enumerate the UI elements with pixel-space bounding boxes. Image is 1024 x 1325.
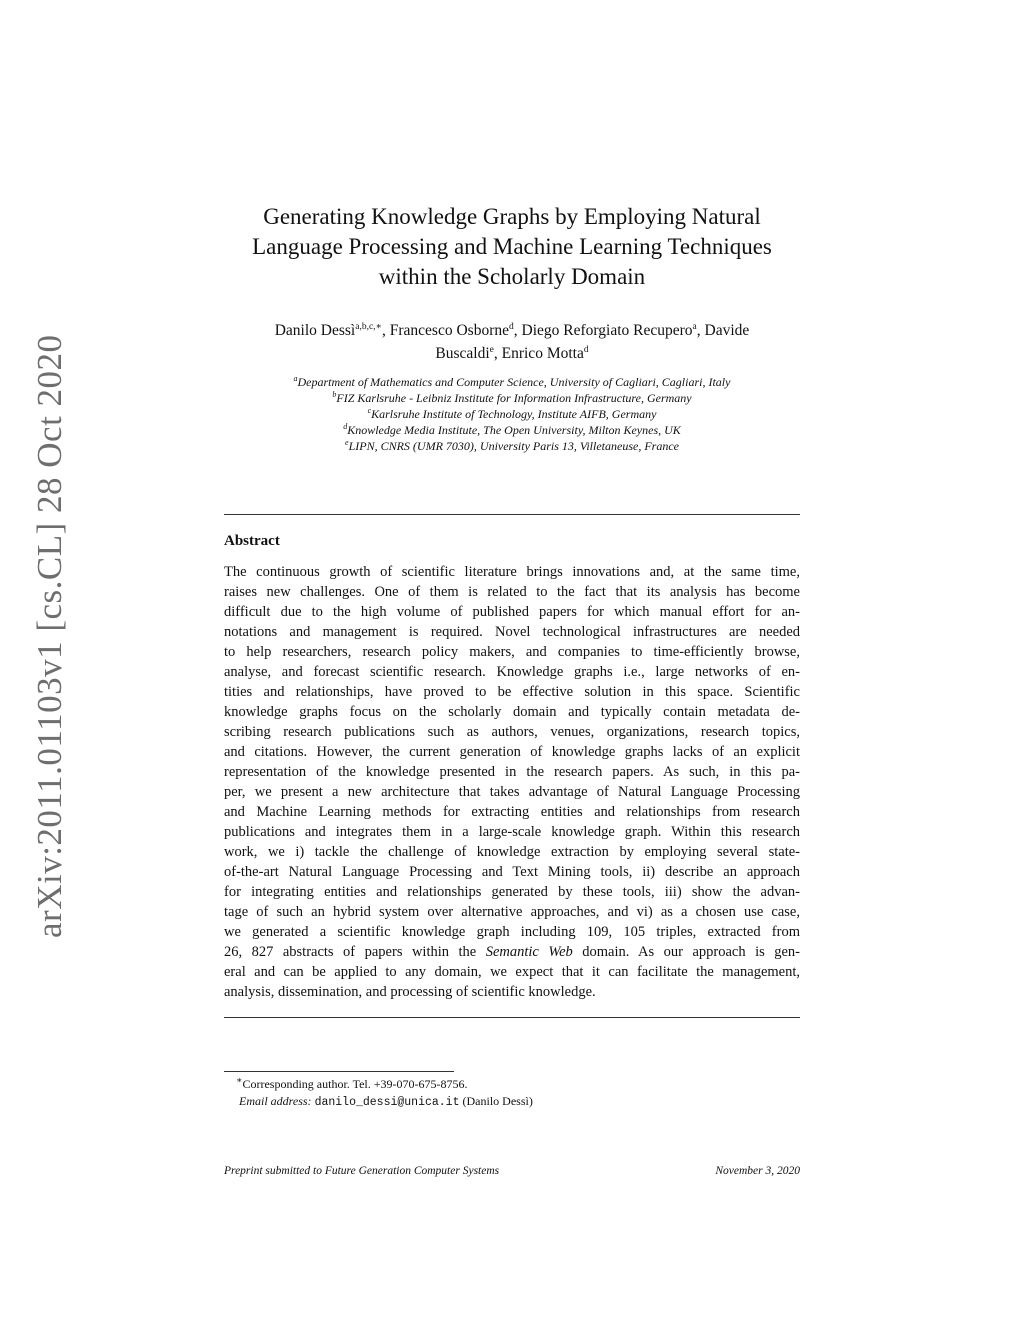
footnote-mark: ∗ [236, 1076, 243, 1086]
footnote-email [224, 1093, 800, 1111]
abstract-italic-term: Semantic Web [485, 944, 573, 960]
footnote-corresponding [224, 1076, 800, 1092]
author-affiliation-marks: e [489, 344, 494, 355]
author-affiliation-marks: d [583, 344, 589, 355]
title-line: Language Processing and Machine Learning Techniques [252, 234, 772, 259]
abstract-line: and citations. However, the current generation of knowledge graphs lacks of an explicit [224, 744, 800, 760]
affiliation-key: d [343, 422, 348, 431]
title-line: within the Scholarly Domain [378, 264, 646, 289]
abstract-line: and Machine Learning methods for extracting entities and relationships from research [224, 804, 800, 820]
affiliation-item [224, 374, 800, 390]
email-label: Email address: [239, 1094, 312, 1108]
abstract-line: analysis, dissemination, and processing of scientific knowledge. [224, 984, 596, 1000]
author-name: Francesco Osborne [389, 322, 509, 339]
affiliation-text: Department of Mathematics and Computer Science, University of Cagliari, Cagliari, Italy [297, 375, 731, 389]
author-affiliation-marks: d [509, 321, 514, 332]
abstract-line: The continuous growth of scientific literature brings innovations and, at the same time, [224, 564, 800, 580]
footer-submission: Preprint submitted to Future Generation Computer Systems [224, 1165, 500, 1177]
affiliation-list [224, 374, 800, 454]
footer-date: November 3, 2020 [715, 1165, 800, 1177]
affiliation-key: c [367, 406, 372, 415]
abstract-line: per, we present a new architecture that takes advantage of Natural Language Processing [224, 784, 800, 800]
footnote-rule [224, 1071, 454, 1072]
affiliation-item [224, 422, 800, 438]
author-name: Diego Reforgiato Recupero [521, 322, 693, 339]
abstract-line: to help researchers, research policy makers, and companies to time-efficiently browse, [224, 644, 800, 660]
abstract-heading: Abstract [224, 533, 280, 549]
author-name: Danilo Dessì [274, 322, 356, 339]
abstract-line: of-the-art Natural Language Processing and Text Mining tools, ii) describe an approach [224, 864, 800, 880]
affiliation-key: a [293, 374, 298, 383]
abstract-bottom-rule [224, 1017, 800, 1018]
abstract-line: notations and management is required. Novel technological infrastructures are needed [224, 624, 800, 640]
affiliation-text: LIPN, CNRS (UMR 7030), University Paris 13, Villetaneuse, France [348, 439, 679, 453]
abstract-text: domain. As our approach is gen- [572, 944, 800, 960]
title-line: Generating Knowledge Graphs by Employing Natural [263, 204, 761, 229]
arxiv-identifier-stamp: arXiv:2011.01103v1 [cs.CL] 28 Oct 2020 [30, 334, 69, 938]
abstract-line: difficult due to the high volume of published papers for which manual effort for an- [224, 604, 800, 620]
author-first-name: Davide [704, 322, 750, 339]
abstract-line: we generated a scientific knowledge graph including 109, 105 triples, extracted from [224, 924, 800, 940]
abstract-line: analyse, and forecast scientific research. Knowledge graphs i.e., large networks of en- [224, 664, 800, 680]
abstract-body [224, 562, 800, 1002]
email-address[interactable]: danilo_dessi@unica.it [314, 1096, 460, 1109]
abstract-line: tities and relationships, have proved to be effective solution in this space. Scientific [224, 684, 800, 700]
affiliation-text: Karlsruhe Institute of Technology, Institute AIFB, Germany [371, 407, 657, 421]
abstract-line: publications and integrates them in a large-scale knowledge graph. Within this research [224, 824, 800, 840]
abstract-line: knowledge graphs focus on the scholarly domain and typically contain metadata de- [224, 704, 800, 720]
abstract-line: eral and can be applied to any domain, we expect that it can facilitate the management, [224, 964, 800, 980]
author-affiliation-marks: a [692, 321, 697, 332]
footnote-text: Corresponding author. Tel. +39-070-675-8756. [242, 1077, 468, 1091]
abstract-line-with-italic [224, 942, 800, 962]
affiliation-item [224, 438, 800, 454]
abstract-line: scribing research publications such as authors, venues, organizations, research topics, [224, 724, 800, 740]
abstract-line: for integrating entities and relationships generated by these tools, iii) show the advan- [224, 884, 800, 900]
author-name: Enrico Motta [501, 345, 584, 362]
abstract-line: representation of the knowledge presented in the research papers. As such, in this pa- [224, 764, 800, 780]
paper-title [200, 202, 824, 292]
author-affiliation-marks: a,b,c,∗ [355, 321, 383, 332]
abstract-top-rule [224, 514, 800, 515]
author-last-name: Buscaldi [435, 345, 490, 362]
affiliation-text: FIZ Karlsruhe - Leibniz Institute for Information Infrastructure, Germany [336, 391, 692, 405]
abstract-line: work, we i) tackle the challenge of knowledge extraction by employing several state- [224, 844, 800, 860]
affiliation-key: e [345, 438, 349, 447]
author-list: Danilo Dessì$^{a,b,c,∗}$, Francesco Osborne$^d$, Diego Reforgiato Recupero$^a$, Davide Buscaldi$^e$, Enrico Motta$^d$ [274, 321, 750, 362]
affiliation-item [224, 406, 800, 422]
abstract-line: raises new challenges. One of them is related to the fact that its analysis has become [224, 584, 800, 600]
email-owner: (Danilo Dessì) [462, 1094, 533, 1108]
abstract-line: tage of such an hybrid system over alternative approaches, and vi) as a chosen use case, [224, 904, 800, 920]
abstract-text: 26, 827 abstracts of papers within the [224, 944, 486, 960]
affiliation-key: b [332, 390, 337, 399]
affiliation-item [224, 390, 800, 406]
affiliation-text: Knowledge Media Institute, The Open University, Milton Keynes, UK [347, 423, 681, 437]
